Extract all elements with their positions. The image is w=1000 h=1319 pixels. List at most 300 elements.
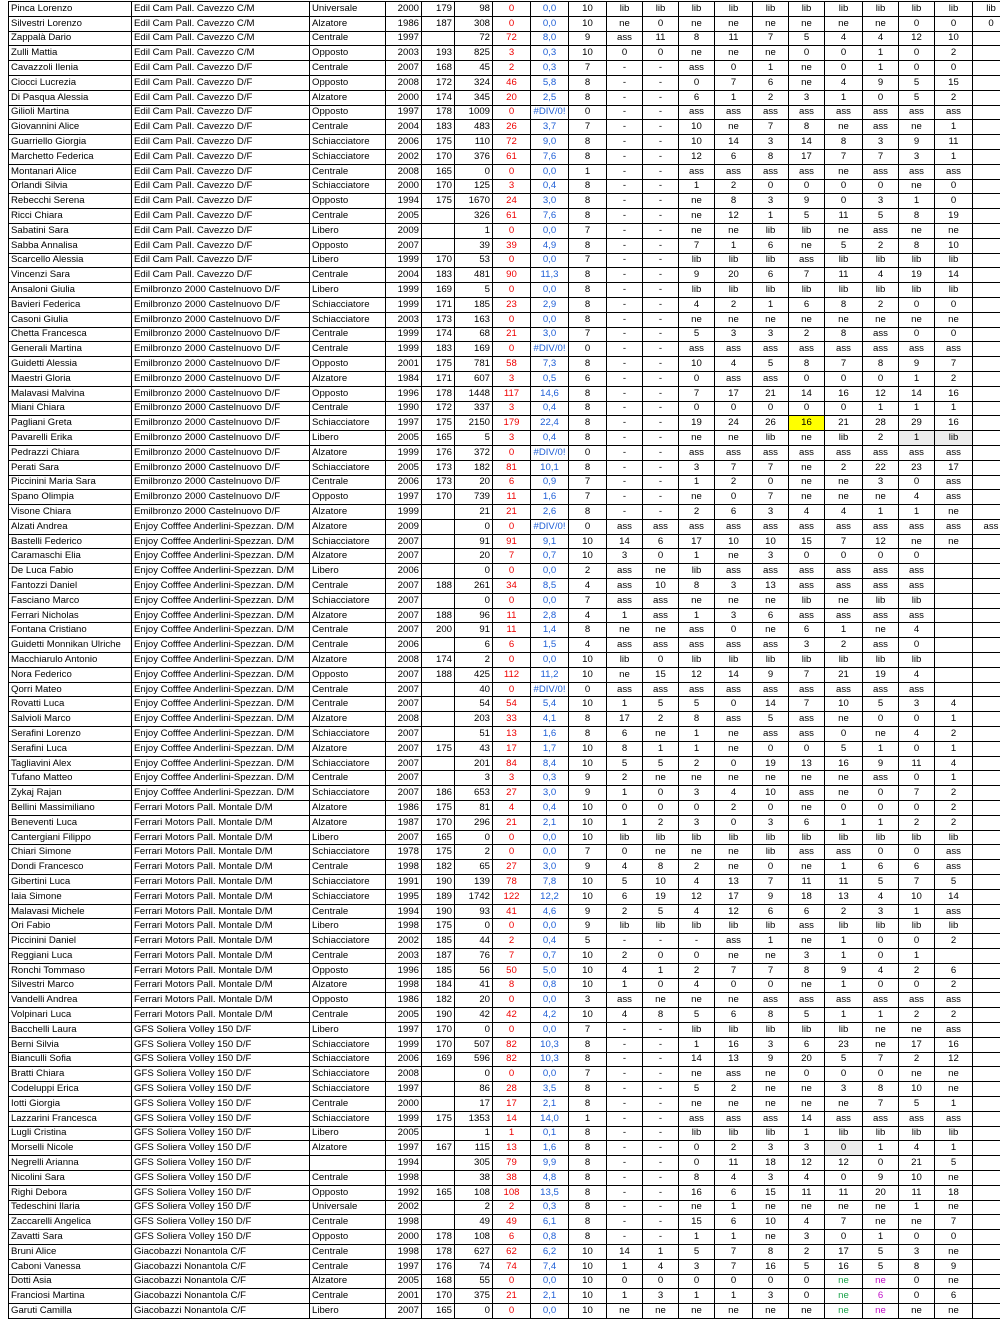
- match-3-cell: ne: [679, 993, 715, 1008]
- match-4-cell: ne: [715, 431, 753, 446]
- role-cell: Centrale: [310, 1096, 386, 1111]
- games-cell: 10: [569, 46, 607, 61]
- games-cell: 10: [569, 756, 607, 771]
- birth-year-cell: 1999: [386, 505, 422, 520]
- match-11-cell: [973, 164, 1000, 179]
- height-cell: 173: [422, 312, 455, 327]
- birth-year-cell: 2007: [386, 593, 422, 608]
- match-5-cell: ass: [753, 371, 789, 386]
- role-cell: Libero: [310, 1304, 386, 1319]
- match-5-cell: lib: [753, 223, 789, 238]
- career-points-cell: 2150: [455, 416, 493, 431]
- match-3-cell: 5: [679, 697, 715, 712]
- average-cell: 0,0: [531, 2, 569, 17]
- table-body: [9, 2, 1000, 1319]
- match-6-cell: ne: [789, 1200, 825, 1215]
- match-1-cell: ass: [607, 31, 643, 46]
- birth-year-cell: 1978: [386, 845, 422, 860]
- games-cell: 8: [569, 416, 607, 431]
- career-points-cell: 96: [455, 608, 493, 623]
- match-5-cell: lib: [753, 283, 789, 298]
- birth-year-cell: 1999: [386, 1037, 422, 1052]
- height-cell: [422, 209, 455, 224]
- match-6-cell: 17: [789, 149, 825, 164]
- match-9-cell: 0: [899, 712, 935, 727]
- birth-year-cell: 2004: [386, 120, 422, 135]
- match-7-cell: ass: [825, 608, 863, 623]
- season-points-cell: 0: [493, 1274, 531, 1289]
- role-cell: Centrale: [310, 268, 386, 283]
- match-4-cell: 6: [715, 1215, 753, 1230]
- table-row: [9, 357, 1000, 372]
- match-6-cell: 14: [789, 1111, 825, 1126]
- height-cell: 190: [422, 904, 455, 919]
- team-cell: GFS Soliera Volley 150 D/F: [132, 1200, 310, 1215]
- height-cell: [422, 1082, 455, 1097]
- height-cell: [422, 1156, 455, 1171]
- match-8-cell: ne: [863, 1022, 899, 1037]
- match-2-cell: -: [643, 1052, 679, 1067]
- table-row: [9, 1215, 1000, 1230]
- match-7-cell: 2: [825, 638, 863, 653]
- match-3-cell: 5: [679, 1244, 715, 1259]
- match-5-cell: 6: [753, 75, 789, 90]
- match-5-cell: 6: [753, 238, 789, 253]
- height-cell: [422, 1215, 455, 1230]
- team-cell: Emilbronzo 2000 Castelnuovo D/F: [132, 297, 310, 312]
- games-cell: 0: [569, 682, 607, 697]
- average-cell: 9,9: [531, 1156, 569, 1171]
- match-2-cell: -: [643, 1156, 679, 1171]
- table-row: [9, 194, 1000, 209]
- height-cell: 175: [422, 845, 455, 860]
- height-cell: 169: [422, 283, 455, 298]
- match-10-cell: ne: [935, 1274, 973, 1289]
- player-name-cell: Scarcello Alessia: [9, 253, 132, 268]
- player-stats-table: [8, 1, 1000, 1319]
- team-cell: Edil Cam Pall. Cavezzo D/F: [132, 135, 310, 150]
- table-row: [9, 312, 1000, 327]
- match-11-cell: [973, 416, 1000, 431]
- table-row: [9, 904, 1000, 919]
- match-3-cell: ne: [679, 1067, 715, 1082]
- match-6-cell: 3: [789, 638, 825, 653]
- match-7-cell: 1: [825, 949, 863, 964]
- career-points-cell: 45: [455, 61, 493, 76]
- career-points-cell: 201: [455, 756, 493, 771]
- games-cell: 8: [569, 505, 607, 520]
- match-2-cell: -: [643, 386, 679, 401]
- games-cell: 8: [569, 1052, 607, 1067]
- games-cell: 8: [569, 1230, 607, 1245]
- height-cell: [422, 1126, 455, 1141]
- height-cell: 174: [422, 90, 455, 105]
- match-2-cell: 0: [643, 949, 679, 964]
- match-9-cell: 8: [899, 209, 935, 224]
- match-2-cell: -: [643, 490, 679, 505]
- match-9-cell: 0: [899, 934, 935, 949]
- match-6-cell: ass: [789, 253, 825, 268]
- role-cell: Centrale: [310, 164, 386, 179]
- height-cell: 185: [422, 963, 455, 978]
- match-7-cell: 11: [825, 209, 863, 224]
- match-11-cell: [973, 505, 1000, 520]
- match-8-cell: ne: [863, 623, 899, 638]
- match-11-cell: [973, 741, 1000, 756]
- match-4-cell: 17: [715, 386, 753, 401]
- match-9-cell: 3: [899, 1244, 935, 1259]
- height-cell: 187: [422, 16, 455, 31]
- season-points-cell: 2: [493, 1200, 531, 1215]
- match-4-cell: 16: [715, 1037, 753, 1052]
- role-cell: Schiacciatore: [310, 756, 386, 771]
- match-11-cell: [973, 1037, 1000, 1052]
- match-9-cell: 6: [899, 860, 935, 875]
- player-name-cell: Bastelli Federico: [9, 534, 132, 549]
- season-points-cell: 0: [493, 342, 531, 357]
- match-5-cell: 1: [753, 297, 789, 312]
- match-9-cell: lib: [899, 283, 935, 298]
- match-4-cell: 1: [715, 238, 753, 253]
- role-cell: Schiacciatore: [310, 149, 386, 164]
- match-4-cell: 1: [715, 1289, 753, 1304]
- match-4-cell: ne: [715, 223, 753, 238]
- birth-year-cell: 2006: [386, 475, 422, 490]
- match-9-cell: ne: [899, 534, 935, 549]
- player-name-cell: Malavasi Malvina: [9, 386, 132, 401]
- match-1-cell: -: [607, 342, 643, 357]
- table-row: [9, 889, 1000, 904]
- match-10-cell: ne: [935, 1170, 973, 1185]
- match-6-cell: 1: [789, 1126, 825, 1141]
- match-1-cell: -: [607, 1082, 643, 1097]
- average-cell: #DIV/0!: [531, 682, 569, 697]
- height-cell: 170: [422, 1289, 455, 1304]
- match-5-cell: 10: [753, 534, 789, 549]
- match-1-cell: 2: [607, 771, 643, 786]
- games-cell: 8: [569, 431, 607, 446]
- match-3-cell: lib: [679, 1022, 715, 1037]
- match-4-cell: ass: [715, 519, 753, 534]
- match-10-cell: 7: [935, 1215, 973, 1230]
- match-9-cell: 0: [899, 771, 935, 786]
- match-8-cell: ne: [863, 1200, 899, 1215]
- birth-year-cell: 2006: [386, 1052, 422, 1067]
- match-2-cell: -: [643, 342, 679, 357]
- match-4-cell: ne: [715, 727, 753, 742]
- match-5-cell: ne: [753, 1067, 789, 1082]
- match-10-cell: 10: [935, 31, 973, 46]
- match-8-cell: ass: [863, 638, 899, 653]
- match-2-cell: 1: [643, 741, 679, 756]
- match-4-cell: lib: [715, 653, 753, 668]
- average-cell: 7,3: [531, 357, 569, 372]
- birth-year-cell: 2001: [386, 1289, 422, 1304]
- height-cell: 176: [422, 445, 455, 460]
- player-name-cell: Codeluppi Erica: [9, 1082, 132, 1097]
- height-cell: [422, 756, 455, 771]
- height-cell: 170: [422, 1037, 455, 1052]
- table-row: [9, 1037, 1000, 1052]
- games-cell: 10: [569, 741, 607, 756]
- match-2-cell: 0: [643, 801, 679, 816]
- match-7-cell: 17: [825, 1244, 863, 1259]
- role-cell: Alzatore: [310, 505, 386, 520]
- table-row: [9, 490, 1000, 505]
- average-cell: 0,0: [531, 564, 569, 579]
- role-cell: Alzatore: [310, 815, 386, 830]
- match-4-cell: ass: [715, 105, 753, 120]
- match-10-cell: ne: [935, 534, 973, 549]
- match-10-cell: lib: [935, 1126, 973, 1141]
- table-row: [9, 31, 1000, 46]
- match-2-cell: 5: [643, 756, 679, 771]
- match-1-cell: -: [607, 1052, 643, 1067]
- match-9-cell: 1: [899, 431, 935, 446]
- match-8-cell: 1: [863, 61, 899, 76]
- match-9-cell: 1: [899, 949, 935, 964]
- player-name-cell: Piccinini Maria Sara: [9, 475, 132, 490]
- games-cell: 8: [569, 283, 607, 298]
- height-cell: 175: [422, 357, 455, 372]
- match-3-cell: lib: [679, 283, 715, 298]
- match-9-cell: 0: [899, 1274, 935, 1289]
- birth-year-cell: 2006: [386, 135, 422, 150]
- match-10-cell: 2: [935, 934, 973, 949]
- table-row: [9, 519, 1000, 534]
- games-cell: 6: [569, 371, 607, 386]
- match-10-cell: 17: [935, 460, 973, 475]
- match-6-cell: 3: [789, 1141, 825, 1156]
- match-4-cell: 0: [715, 1274, 753, 1289]
- match-3-cell: 12: [679, 889, 715, 904]
- match-7-cell: 8: [825, 327, 863, 342]
- table-row: [9, 416, 1000, 431]
- match-7-cell: ne: [825, 1096, 863, 1111]
- match-3-cell: ass: [679, 445, 715, 460]
- games-cell: 8: [569, 90, 607, 105]
- role-cell: Centrale: [310, 697, 386, 712]
- games-cell: 2: [569, 564, 607, 579]
- season-points-cell: 21: [493, 327, 531, 342]
- birth-year-cell: 2007: [386, 727, 422, 742]
- match-3-cell: 1: [679, 549, 715, 564]
- match-5-cell: ne: [753, 1096, 789, 1111]
- player-name-cell: Visone Chiara: [9, 505, 132, 520]
- games-cell: 9: [569, 860, 607, 875]
- birth-year-cell: 2009: [386, 519, 422, 534]
- games-cell: 8: [569, 75, 607, 90]
- role-cell: Centrale: [310, 623, 386, 638]
- season-points-cell: 24: [493, 194, 531, 209]
- match-7-cell: 0: [825, 179, 863, 194]
- games-cell: 8: [569, 194, 607, 209]
- match-2-cell: 19: [643, 889, 679, 904]
- match-1-cell: -: [607, 357, 643, 372]
- role-cell: Schiacciatore: [310, 416, 386, 431]
- player-name-cell: Zappalà Dario: [9, 31, 132, 46]
- games-cell: 5: [569, 934, 607, 949]
- match-8-cell: ass: [863, 1111, 899, 1126]
- match-9-cell: ne: [899, 120, 935, 135]
- team-cell: GFS Soliera Volley 150 D/F: [132, 1156, 310, 1171]
- match-9-cell: 5: [899, 90, 935, 105]
- match-9-cell: ass: [899, 445, 935, 460]
- match-3-cell: 10: [679, 135, 715, 150]
- match-7-cell: lib: [825, 253, 863, 268]
- season-points-cell: 117: [493, 386, 531, 401]
- average-cell: 0,0: [531, 919, 569, 934]
- match-10-cell: 12: [935, 1052, 973, 1067]
- table-row: [9, 1096, 1000, 1111]
- career-points-cell: 93: [455, 904, 493, 919]
- season-points-cell: 0: [493, 312, 531, 327]
- match-5-cell: ass: [753, 445, 789, 460]
- match-1-cell: -: [607, 253, 643, 268]
- team-cell: Emilbronzo 2000 Castelnuovo D/F: [132, 283, 310, 298]
- match-10-cell: 2: [935, 727, 973, 742]
- match-7-cell: ne: [825, 1200, 863, 1215]
- match-1-cell: 1: [607, 697, 643, 712]
- average-cell: 0,0: [531, 312, 569, 327]
- match-7-cell: 0: [825, 194, 863, 209]
- match-5-cell: 3: [753, 815, 789, 830]
- player-name-cell: Iaia Simone: [9, 889, 132, 904]
- birth-year-cell: 1998: [386, 919, 422, 934]
- career-points-cell: 68: [455, 327, 493, 342]
- average-cell: 0,0: [531, 283, 569, 298]
- match-1-cell: ne: [607, 1304, 643, 1319]
- career-points-cell: 108: [455, 1185, 493, 1200]
- match-4-cell: lib: [715, 830, 753, 845]
- match-9-cell: ass: [899, 564, 935, 579]
- match-11-cell: [973, 830, 1000, 845]
- season-points-cell: 28: [493, 1082, 531, 1097]
- match-3-cell: 0: [679, 1274, 715, 1289]
- match-5-cell: 13: [753, 579, 789, 594]
- role-cell: Libero: [310, 1126, 386, 1141]
- role-cell: Alzatore: [310, 90, 386, 105]
- height-cell: 171: [422, 297, 455, 312]
- average-cell: 7,4: [531, 1259, 569, 1274]
- team-cell: Enjoy Cofffee Anderlini-Spezzan. D/M: [132, 786, 310, 801]
- career-points-cell: 425: [455, 667, 493, 682]
- match-6-cell: 0: [789, 549, 825, 564]
- match-8-cell: lib: [863, 593, 899, 608]
- match-11-cell: [973, 490, 1000, 505]
- average-cell: 11,3: [531, 268, 569, 283]
- average-cell: 4,6: [531, 904, 569, 919]
- table-row: [9, 386, 1000, 401]
- match-11-cell: [973, 1052, 1000, 1067]
- match-5-cell: 6: [753, 608, 789, 623]
- match-2-cell: -: [643, 268, 679, 283]
- role-cell: Alzatore: [310, 1274, 386, 1289]
- role-cell: Schiacciatore: [310, 1037, 386, 1052]
- match-6-cell: 5: [789, 209, 825, 224]
- role-cell: Schiacciatore: [310, 889, 386, 904]
- match-3-cell: ass: [679, 1111, 715, 1126]
- match-2-cell: 0: [643, 653, 679, 668]
- player-name-cell: Lazzarini Francesca: [9, 1111, 132, 1126]
- player-name-cell: Giovannini Alice: [9, 120, 132, 135]
- player-name-cell: Zaccarelli Angelica: [9, 1215, 132, 1230]
- match-9-cell: 4: [899, 727, 935, 742]
- average-cell: 3,7: [531, 120, 569, 135]
- career-points-cell: 372: [455, 445, 493, 460]
- average-cell: #DIV/0!: [531, 519, 569, 534]
- match-7-cell: 8: [825, 135, 863, 150]
- match-4-cell: ne: [715, 549, 753, 564]
- match-4-cell: 10: [715, 534, 753, 549]
- player-name-cell: Righi Debora: [9, 1185, 132, 1200]
- games-cell: 8: [569, 623, 607, 638]
- season-points-cell: 7: [493, 949, 531, 964]
- player-name-cell: Vandelli Andrea: [9, 993, 132, 1008]
- height-cell: 178: [422, 105, 455, 120]
- match-6-cell: 6: [789, 904, 825, 919]
- match-1-cell: -: [607, 90, 643, 105]
- games-cell: 8: [569, 135, 607, 150]
- match-8-cell: 4: [863, 268, 899, 283]
- match-9-cell: ne: [899, 1022, 935, 1037]
- match-9-cell: 19: [899, 268, 935, 283]
- match-7-cell: ne: [825, 771, 863, 786]
- season-points-cell: 7: [493, 549, 531, 564]
- height-cell: 182: [422, 860, 455, 875]
- match-11-cell: [973, 149, 1000, 164]
- match-5-cell: ass: [753, 993, 789, 1008]
- season-points-cell: 17: [493, 741, 531, 756]
- match-11-cell: [973, 1200, 1000, 1215]
- match-11-cell: [973, 712, 1000, 727]
- player-name-cell: Tufano Matteo: [9, 771, 132, 786]
- match-5-cell: 9: [753, 667, 789, 682]
- match-5-cell: 8: [753, 1244, 789, 1259]
- average-cell: 7,8: [531, 875, 569, 890]
- match-5-cell: 15: [753, 1185, 789, 1200]
- table-row: [9, 475, 1000, 490]
- match-3-cell: 1: [679, 1230, 715, 1245]
- match-10-cell: ass: [935, 860, 973, 875]
- season-points-cell: 0: [493, 2, 531, 17]
- career-points-cell: 1670: [455, 194, 493, 209]
- match-11-cell: [973, 105, 1000, 120]
- match-4-cell: ne: [715, 1304, 753, 1319]
- average-cell: 2,5: [531, 90, 569, 105]
- match-2-cell: -: [643, 1096, 679, 1111]
- match-6-cell: ne: [789, 801, 825, 816]
- career-points-cell: 0: [455, 1304, 493, 1319]
- match-11-cell: [973, 75, 1000, 90]
- player-name-cell: Perati Sara: [9, 460, 132, 475]
- match-11-cell: [973, 1096, 1000, 1111]
- player-name-cell: Caramaschi Elia: [9, 549, 132, 564]
- match-1-cell: 17: [607, 712, 643, 727]
- career-points-cell: 21: [455, 505, 493, 520]
- match-11-cell: [973, 312, 1000, 327]
- match-11-cell: [973, 845, 1000, 860]
- team-cell: Ferrari Motors Pall. Montale D/M: [132, 1008, 310, 1023]
- season-points-cell: 0: [493, 1067, 531, 1082]
- games-cell: 10: [569, 1304, 607, 1319]
- season-points-cell: 34: [493, 579, 531, 594]
- games-cell: 8: [569, 179, 607, 194]
- match-4-cell: ass: [715, 1067, 753, 1082]
- match-9-cell: lib: [899, 653, 935, 668]
- match-6-cell: ass: [789, 519, 825, 534]
- career-points-cell: 20: [455, 549, 493, 564]
